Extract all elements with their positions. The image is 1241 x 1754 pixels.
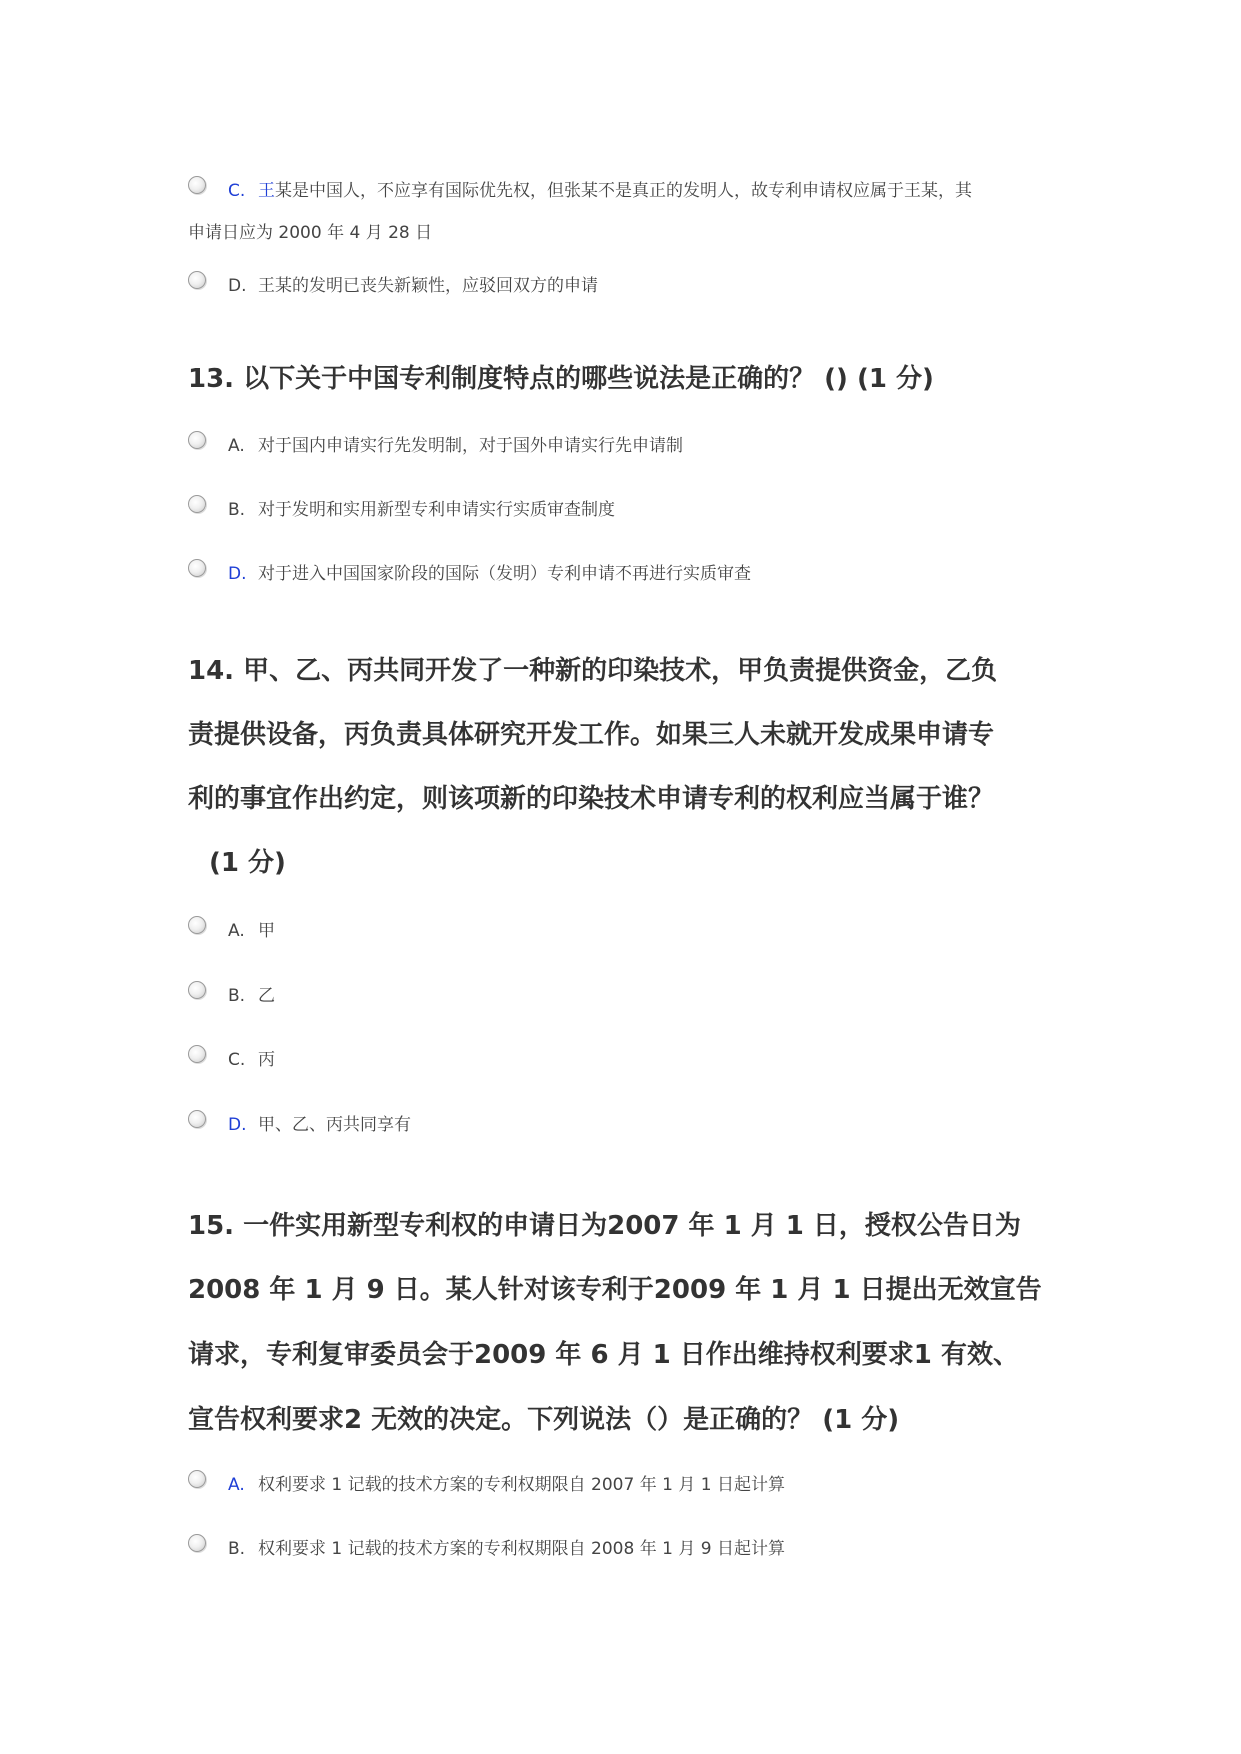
option-text: 丙: [258, 1050, 275, 1070]
option-letter: A.: [228, 1475, 245, 1495]
option-text: 甲、乙、丙共同享有: [258, 1115, 411, 1135]
option-text: 权利要求 1 记载的技术方案的专利权期限自 2007 年 1 月 1 日起计算: [258, 1475, 785, 1495]
radio-button[interactable]: [188, 916, 206, 934]
question-line: 请求，专利复审委员会于2009 年 6 月 1 日作出维持权利要求1 有效、: [188, 1340, 1019, 1370]
option-text: 对于国内申请实行先发明制，对于国外申请实行先申请制: [258, 436, 683, 456]
question-line: 利的事宜作出约定，则该项新的印染技术申请专利的权利应当属于谁？: [188, 784, 995, 814]
option-letter: D.: [228, 276, 247, 296]
option-letter: B.: [228, 986, 246, 1006]
question-line: 宣告权利要求2 无效的决定。下列说法（）是正确的？ (1 分): [188, 1405, 900, 1435]
option-text: 王某是中国人，不应享有国际优先权，但张某不是真正的发明人，故专利申请权应属于王某，其: [258, 181, 972, 201]
radio-button[interactable]: [188, 559, 206, 577]
radio-button[interactable]: [188, 1470, 206, 1488]
radio-button[interactable]: [188, 1045, 206, 1063]
radio-button[interactable]: [188, 1534, 206, 1552]
option-text: 甲: [258, 921, 275, 941]
question-line: 责提供设备，丙负责具体研究开发工作。如果三人未就开发成果申请专: [188, 720, 995, 750]
option-letter: B.: [228, 1539, 246, 1559]
question-line: 15. 一件实用新型专利权的申请日为2007 年 1 月 1 日，授权公告日为: [188, 1211, 1021, 1241]
question-line: 2008 年 1 月 9 日。某人针对该专利于2009 年 1 月 1 日提出无效宣告: [188, 1275, 1042, 1305]
option-letter: D.: [228, 564, 247, 584]
radio-button[interactable]: [188, 271, 206, 289]
option-letter: C.: [228, 181, 246, 201]
option-text: 对于进入中国国家阶段的国际（发明）专利申请不再进行实质审查: [258, 564, 751, 584]
radio-button[interactable]: [188, 1110, 206, 1128]
radio-button[interactable]: [188, 431, 206, 449]
option-text-line2: 申请日应为 2000 年 4 月 28 日: [188, 223, 433, 243]
question-13-title: 13. 以下关于中国专利制度特点的哪些说法是正确的？ () (1 分): [188, 364, 934, 394]
question-line: 14. 甲、乙、丙共同开发了一种新的印染技术，甲负责提供资金，乙负: [188, 656, 998, 686]
radio-button[interactable]: [188, 495, 206, 513]
option-letter: D.: [228, 1115, 247, 1135]
option-letter: B.: [228, 500, 246, 520]
option-text: 权利要求 1 记载的技术方案的专利权期限自 2008 年 1 月 9 日起计算: [258, 1539, 785, 1559]
option-text: 王某的发明已丧失新颖性，应驳回双方的申请: [258, 276, 598, 296]
radio-button[interactable]: [188, 176, 206, 194]
option-letter: A.: [228, 921, 245, 941]
question-score: (1 分): [209, 848, 286, 878]
option-text: 乙: [258, 986, 275, 1006]
option-letter: A.: [228, 436, 245, 456]
radio-button[interactable]: [188, 981, 206, 999]
option-letter: C.: [228, 1050, 246, 1070]
option-text: 对于发明和实用新型专利申请实行实质审查制度: [258, 500, 615, 520]
